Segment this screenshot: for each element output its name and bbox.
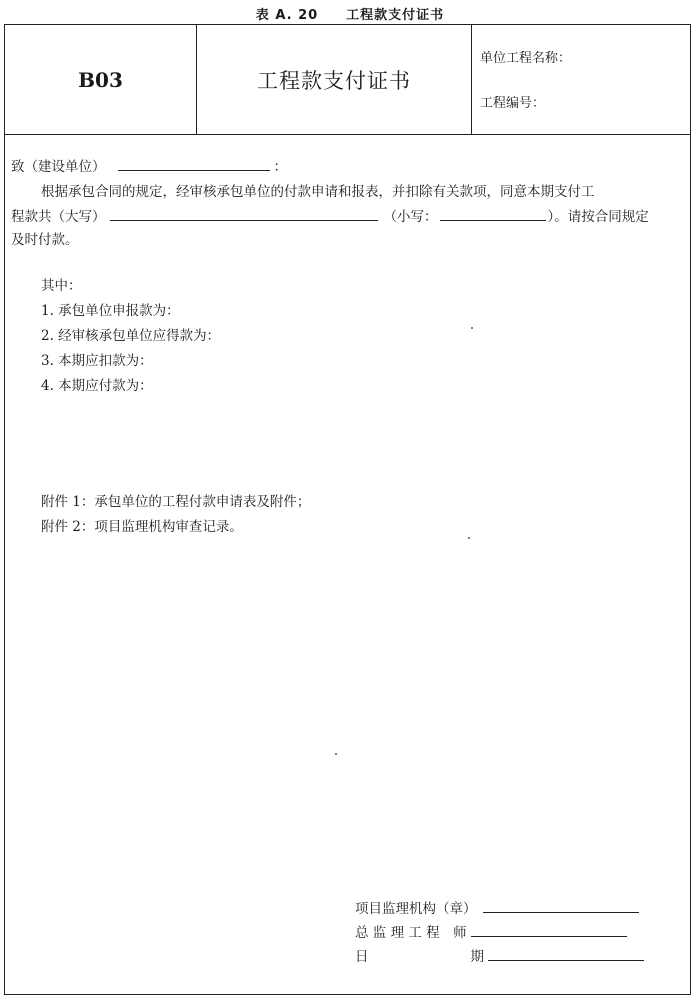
form-frame [4, 24, 691, 995]
scan-speck [335, 753, 337, 755]
supervision-org-label: 项目监理机构（章） [355, 901, 477, 917]
recipient-field[interactable] [118, 155, 270, 171]
date-label-right: 期 [470, 949, 484, 965]
date-label-left: 日 [355, 949, 369, 965]
form-code: B03 [5, 25, 197, 134]
recipient-label: 致（建设单位） [11, 159, 106, 175]
item-declared-amount: 1. 承包单位申报款为： [41, 303, 180, 319]
project-number-label: 工程编号： [480, 96, 546, 111]
item-approved-amount: 2. 经审核承包单位应得款为： [41, 328, 221, 344]
attachment-2: 附件 2：项目监理机构审查记录。 [41, 519, 243, 535]
amount-words-field[interactable] [110, 205, 378, 221]
recipient-line [11, 155, 287, 179]
items-heading: 其中： [41, 278, 82, 294]
chief-engineer-field[interactable] [471, 921, 627, 937]
amount-figures-label: （小写： [383, 209, 438, 225]
form-caption: 表 A. 20 工程款支付证书 [255, 8, 445, 23]
scan-speck [468, 537, 470, 539]
form-header [5, 25, 690, 135]
supervision-org-field[interactable] [483, 897, 639, 913]
recipient-suffix: ： [273, 159, 287, 175]
amount-words-label: 程款共（大写） [11, 209, 106, 225]
date-field[interactable] [488, 945, 644, 961]
item-payable-amount: 4. 本期应付款为： [41, 378, 153, 394]
amount-figures-field[interactable] [440, 205, 546, 221]
statement-line-2 [11, 205, 649, 229]
attachment-1: 附件 1：承包单位的工程付款申请表及附件； [41, 494, 311, 510]
form-body [5, 135, 690, 994]
date-row [355, 945, 644, 965]
supervision-org-row [355, 897, 639, 917]
project-meta [472, 25, 690, 134]
project-name-label: 单位工程名称： [480, 51, 572, 66]
amount-figures-suffix: ）。请按合同规定 [547, 209, 649, 225]
item-deduction-amount: 3. 本期应扣款为： [41, 353, 153, 369]
chief-engineer-row [355, 921, 627, 941]
form-title: 工程款支付证书 [197, 25, 472, 134]
statement-line-1: 根据承包合同的规定，经审核承包单位的付款申请和报表，并扣除有关款项，同意本期支付工 [41, 184, 595, 200]
chief-engineer-label: 总 监 理 工 程 师 [355, 925, 467, 941]
scan-speck [471, 327, 473, 329]
statement-line-3: 及时付款。 [11, 232, 79, 248]
